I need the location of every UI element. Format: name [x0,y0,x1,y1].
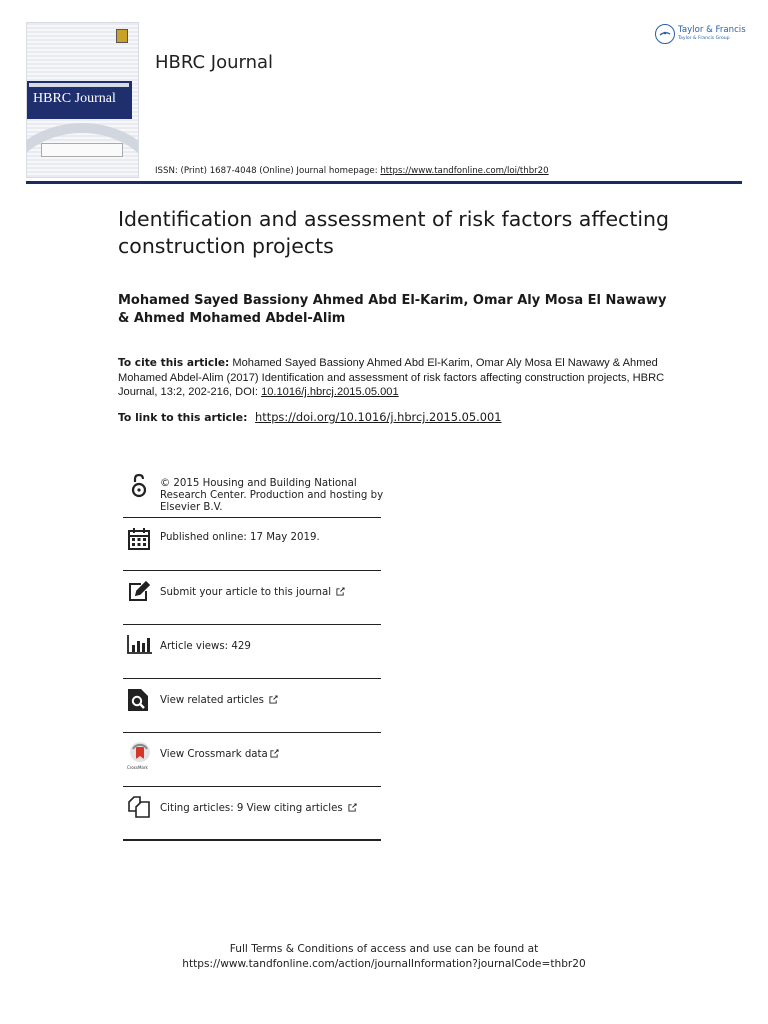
cite-label: To cite this article: [118,357,230,369]
published-date: Published online: 17 May 2019. [160,532,320,543]
submit-row[interactable] [123,571,381,625]
cover-title: HBRC Journal [33,91,116,106]
external-link-icon [348,803,357,812]
cover-logo-icon [116,29,128,43]
views-row [123,625,381,679]
article-link-line [118,410,502,424]
citation-block [118,356,678,400]
article-authors: Mohamed Sayed Bassiony Ahmed Abd El-Karim, Omar Aly Mosa El Nawawy & Ahmed Mohamed Abdel-Alim [118,293,667,326]
journal-title: HBRC Journal [155,52,274,73]
citing-row[interactable] [123,787,381,841]
submit-label: Submit your article to this journal [160,587,332,598]
article-title: Identification and assessment of risk factors affecting construction projects [118,207,670,258]
issn-text: ISSN: (Print) 1687-4048 (Online) Journal homepage: [155,166,378,176]
header-rule [26,181,742,184]
link-label: To link to this article: [118,411,248,424]
external-link-icon [336,587,345,596]
related-articles-link[interactable] [160,695,278,707]
citing-label: Citing articles: 9 View citing articles [160,803,343,814]
cite-doi-link[interactable]: 10.1016/j.hbrcj.2015.05.001 [261,386,399,399]
publisher-subtitle: Taylor & Francis Group [678,36,730,41]
journal-homepage-link[interactable]: https://www.tandfonline.com/loi/thbr20 [380,166,549,176]
related-label: View related articles [160,695,264,706]
related-search-icon [127,688,151,712]
crossmark-badge-label: CrossMark [127,765,148,770]
article-info-list [123,472,384,841]
publisher-name: Taylor & Francis [678,25,746,35]
journal-cover-thumbnail [26,22,139,178]
external-link-icon [269,695,278,704]
footer-terms [0,942,768,972]
published-row [123,518,381,571]
calendar-icon [127,527,151,551]
crossmark-row[interactable] [123,733,381,787]
copyright-text: © 2015 Housing and Building National Research Center. Production and hosting by Elsevier B.V. [160,478,384,513]
publisher-logo[interactable] [655,22,745,48]
publisher-logo-icon [655,24,675,44]
footer-line-1: Full Terms & Conditions of access and use can be found at [229,943,539,955]
citing-articles-link[interactable] [160,803,357,815]
crossmark-link[interactable] [160,749,279,761]
crossmark-icon [127,741,151,765]
external-link-icon [270,749,279,758]
cite-text: Mohamed Sayed Bassiony Ahmed Abd El-Karim, Omar Aly Mosa El Nawawy & Ahmed Mohamed Abdel-Alim (2017) Identification and assessment of risk factors affecting construction projects, HBRC Journal, 13:2, 202-216, DOI: [118,357,665,399]
citing-documents-icon [127,796,151,820]
article-doi-link[interactable]: https://doi.org/10.1016/j.hbrcj.2015.05.001 [255,410,502,424]
issn-line [155,166,549,176]
open-access-row [123,472,384,518]
footer-terms-link[interactable]: https://www.tandfonline.com/action/journalInformation?journalCode=thbr20 [182,958,586,970]
article-views: Article views: 429 [160,641,251,652]
bar-chart-icon [127,634,151,658]
open-access-icon [127,473,151,497]
cover-badge [27,81,132,119]
edit-icon [127,580,151,604]
crossmark-label: View Crossmark data [160,749,268,760]
submit-article-link[interactable] [160,587,345,599]
related-row[interactable] [123,679,381,733]
